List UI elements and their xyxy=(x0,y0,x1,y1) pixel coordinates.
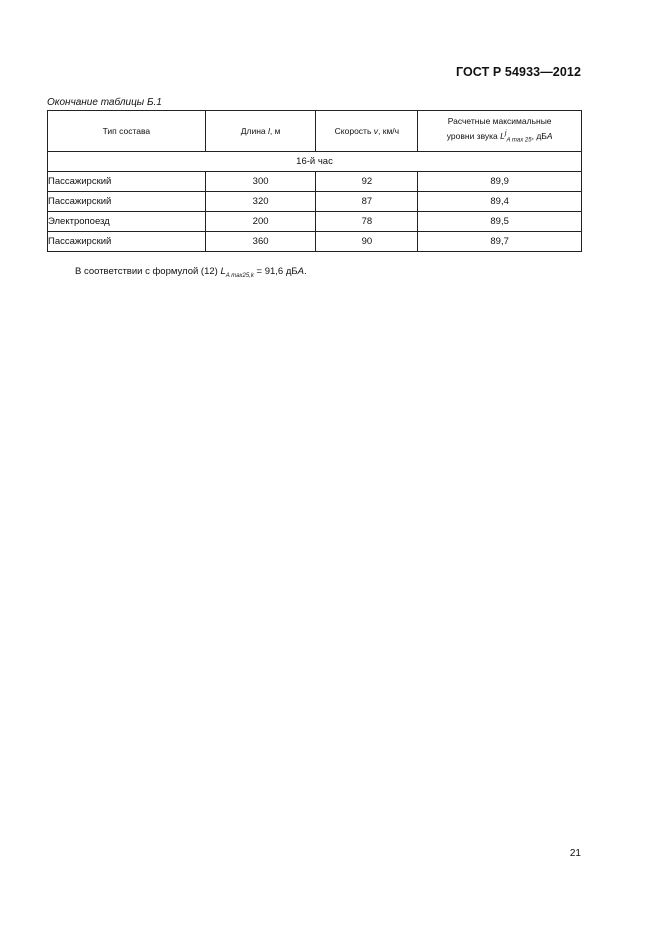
page-number: 21 xyxy=(569,848,581,859)
cell-type: Пассажирский xyxy=(48,172,206,192)
cell-length: 320 xyxy=(205,192,316,212)
cell-speed: 87 xyxy=(316,192,418,212)
header-train-type: Тип состава xyxy=(48,111,206,152)
document-code: ГОСТ Р 54933—2012 xyxy=(455,65,581,79)
cell-level: 89,4 xyxy=(418,192,582,212)
table-row xyxy=(48,212,582,232)
cell-type: Электропоезд xyxy=(48,212,206,232)
cell-type: Пассажирский xyxy=(48,232,206,252)
table-header-row xyxy=(48,111,582,152)
cell-speed: 90 xyxy=(316,232,418,252)
cell-level: 89,9 xyxy=(418,172,582,192)
header-length: Длина l, м xyxy=(205,111,316,152)
cell-speed: 78 xyxy=(316,212,418,232)
table-row xyxy=(48,192,582,212)
table-row xyxy=(48,172,582,192)
cell-speed: 92 xyxy=(316,172,418,192)
cell-level: 89,5 xyxy=(418,212,582,232)
cell-length: 300 xyxy=(205,172,316,192)
cell-length: 360 xyxy=(205,232,316,252)
formula-result-note: В соответствии с формулой (12) $L_{A max25,k} = 91,6$ дБA. xyxy=(75,266,307,279)
table-caption: Окончание таблицы Б.1 xyxy=(47,97,162,108)
group-label: 16-й час xyxy=(48,152,582,172)
cell-length: 200 xyxy=(205,212,316,232)
header-sound-level: Расчетные максимальные уровни звука $L^j_{A max 25}$, дБA xyxy=(418,111,582,152)
data-table xyxy=(47,110,582,252)
header-speed: Скорость v, км/ч xyxy=(316,111,418,152)
table-row xyxy=(48,232,582,252)
group-row xyxy=(48,152,582,172)
cell-type: Пассажирский xyxy=(48,192,206,212)
cell-level: 89,7 xyxy=(418,232,582,252)
